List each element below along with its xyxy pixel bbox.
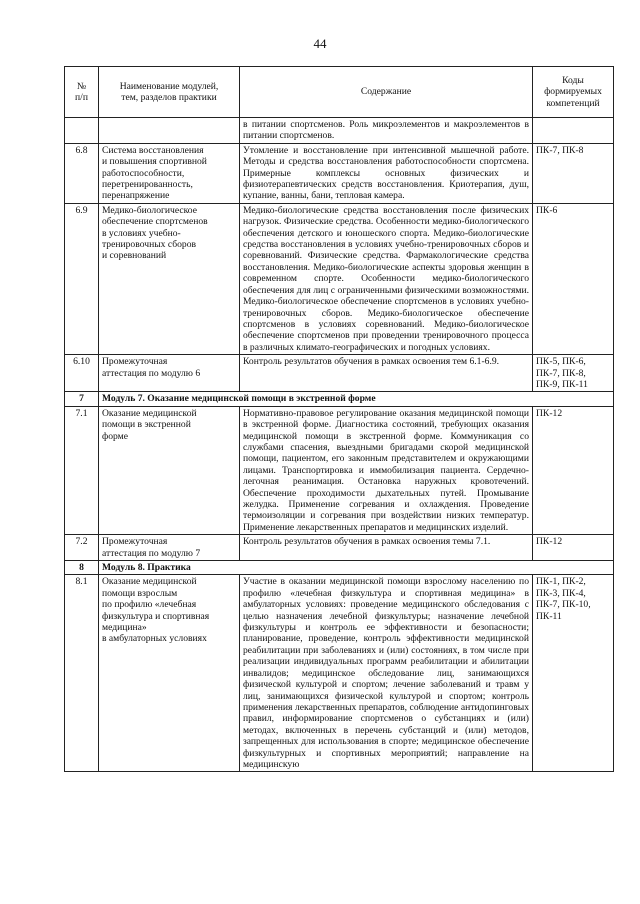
table-row bbox=[65, 203, 614, 354]
row-name: Оказание медицинской помощи взрослым по профилю «лечебная физкультура и спортивная медицина» в амбулаторных условиях bbox=[99, 575, 240, 772]
row-content: Контроль результатов обучения в рамках освоения тем 6.1-6.9. bbox=[240, 355, 533, 392]
row-codes bbox=[533, 118, 614, 144]
table-row bbox=[65, 406, 614, 534]
row-content: Утомление и восстановление при интенсивной мышечной работе. Методы и средства восстановления работоспособности спортсмена. Примерные комплексы основных физических и физиотерапевтических средств восстановления. Криотерапия, душ, купание, ванны, бани, тепловая камера. bbox=[240, 143, 533, 203]
table-row bbox=[65, 143, 614, 203]
module-title: Модуль 7. Оказание медицинской помощи в экстренной форме bbox=[99, 392, 614, 406]
row-content: Участие в оказании медицинской помощи взрослому населению по профилю «лечебная физкультура и спортивная медицина» в амбулаторных условиях: проведение медицинского обследования с целью назначения лечебной физкультуры; назначение лечебной физкультуры и контроль ее эффективности и безопасности; планирование, проведение, контроль эффективности медицинской реабилитации при заболеваниях и (или) состояниях, в том числе при реализации индивидуальных программ реабилитации и абилитации инвалидов; медицинское обследование лиц, занимающихся физической культурой и спортом; лечение заболеваний и травм у лиц, занимающихся физической культурой и спортом; контроль применения лекарственных препаратов, соблюдение антидопинговых правил, информирование спортсменов о субстанциях и (или) методах, включенных в перечень субстанций и (или) методов, запрещенных для использования в спорте; медицинское обеспечение физкультурных и спортивных мероприятий; направление на медицинскую bbox=[240, 575, 533, 772]
page-number: 44 bbox=[313, 36, 327, 51]
row-name: Медико-биологическое обеспечение спортсменов в условиях учебно- тренировочных сборов и соревнований bbox=[99, 203, 240, 354]
row-content: Контроль результатов обучения в рамках освоения темы 7.1. bbox=[240, 535, 533, 561]
row-codes: ПК-1, ПК-2, ПК-3, ПК-4, ПК-7, ПК-10, ПК-11 bbox=[533, 575, 614, 772]
row-number: 6.8 bbox=[65, 143, 99, 203]
row-content: в питании спортсменов. Роль микроэлементов и макроэлементов в питании спортсменов. bbox=[240, 118, 533, 144]
row-name: Система восстановления и повышения спортивной работоспособности, перетренированность, перенапряжение bbox=[99, 143, 240, 203]
row-name: Оказание медицинской помощи в экстренной форме bbox=[99, 406, 240, 534]
module-8-row bbox=[65, 561, 614, 575]
row-codes: ПК-12 bbox=[533, 406, 614, 534]
module-title: Модуль 8. Практика bbox=[99, 561, 614, 575]
module-number: 8 bbox=[65, 561, 99, 575]
row-name bbox=[99, 118, 240, 144]
row-number: 6.10 bbox=[65, 355, 99, 392]
curriculum-table bbox=[64, 66, 614, 772]
header-number: № п/п bbox=[65, 67, 99, 118]
table-row bbox=[65, 535, 614, 561]
row-name: Промежуточная аттестация по модулю 6 bbox=[99, 355, 240, 392]
row-name: Промежуточная аттестация по модулю 7 bbox=[99, 535, 240, 561]
row-number: 8.1 bbox=[65, 575, 99, 772]
row-codes: ПК-7, ПК-8 bbox=[533, 143, 614, 203]
row-codes: ПК-12 bbox=[533, 535, 614, 561]
table-row bbox=[65, 355, 614, 392]
row-number: 7.2 bbox=[65, 535, 99, 561]
header-content: Содержание bbox=[240, 67, 533, 118]
header-competency-codes: Коды формируемых компетенций bbox=[533, 67, 614, 118]
row-content: Нормативно-правовое регулирование оказания медицинской помощи в экстренной форме. Диагностика состояний, требующих оказания медицинской помощи в экстренной форме. Коммуникация со службами спасения, выездными бригадами скорой медицинской помощи, пациентом, его законным представителем и окружающими лицами. Транспортировка и иммобилизация пациента. Сердечно-легочная реанимация. Остановка наружных кровотечений. Обеспечение проходимости дыхательных путей. Промывание желудка. Применение согревания и охлаждения. Проведение термоизоляции и согревания при воздействии низких температур. Применение лекарственных препаратов и медицинских изделий. bbox=[240, 406, 533, 534]
row-codes: ПК-6 bbox=[533, 203, 614, 354]
row-number bbox=[65, 118, 99, 144]
header-module-name: Наименование модулей, тем, разделов практики bbox=[99, 67, 240, 118]
table-header-row bbox=[65, 67, 614, 118]
module-number: 7 bbox=[65, 392, 99, 406]
table-row bbox=[65, 118, 614, 144]
row-content: Медико-биологические средства восстановления после физических нагрузок. Физические средства. Особенности медико-биологического обеспечения детского и юношеского спорта. Медико-биологические средства восстановления в условиях учебно-тренировочных сборов и соревнований. Физические средства. Фармакологические средства восстановления. Медико-биологические аспекты здоровья женщин в современном спорте. Особенности медико-биологического обеспечения для лиц с ограниченными физическими возможностями. Медико-биологическое обеспечение спортсменов в условиях учебно-тренировочных сборов. Медико-биологическое обеспечение спортсменов в условиях соревнований. Медико-биологическое обеспечение спортсменов при проведении тренировочного процесса в различных климато-географических и погодных условиях. bbox=[240, 203, 533, 354]
row-codes: ПК-5, ПК-6, ПК-7, ПК-8, ПК-9, ПК-11 bbox=[533, 355, 614, 392]
row-number: 7.1 bbox=[65, 406, 99, 534]
module-7-row bbox=[65, 392, 614, 406]
table-row bbox=[65, 575, 614, 772]
row-number: 6.9 bbox=[65, 203, 99, 354]
